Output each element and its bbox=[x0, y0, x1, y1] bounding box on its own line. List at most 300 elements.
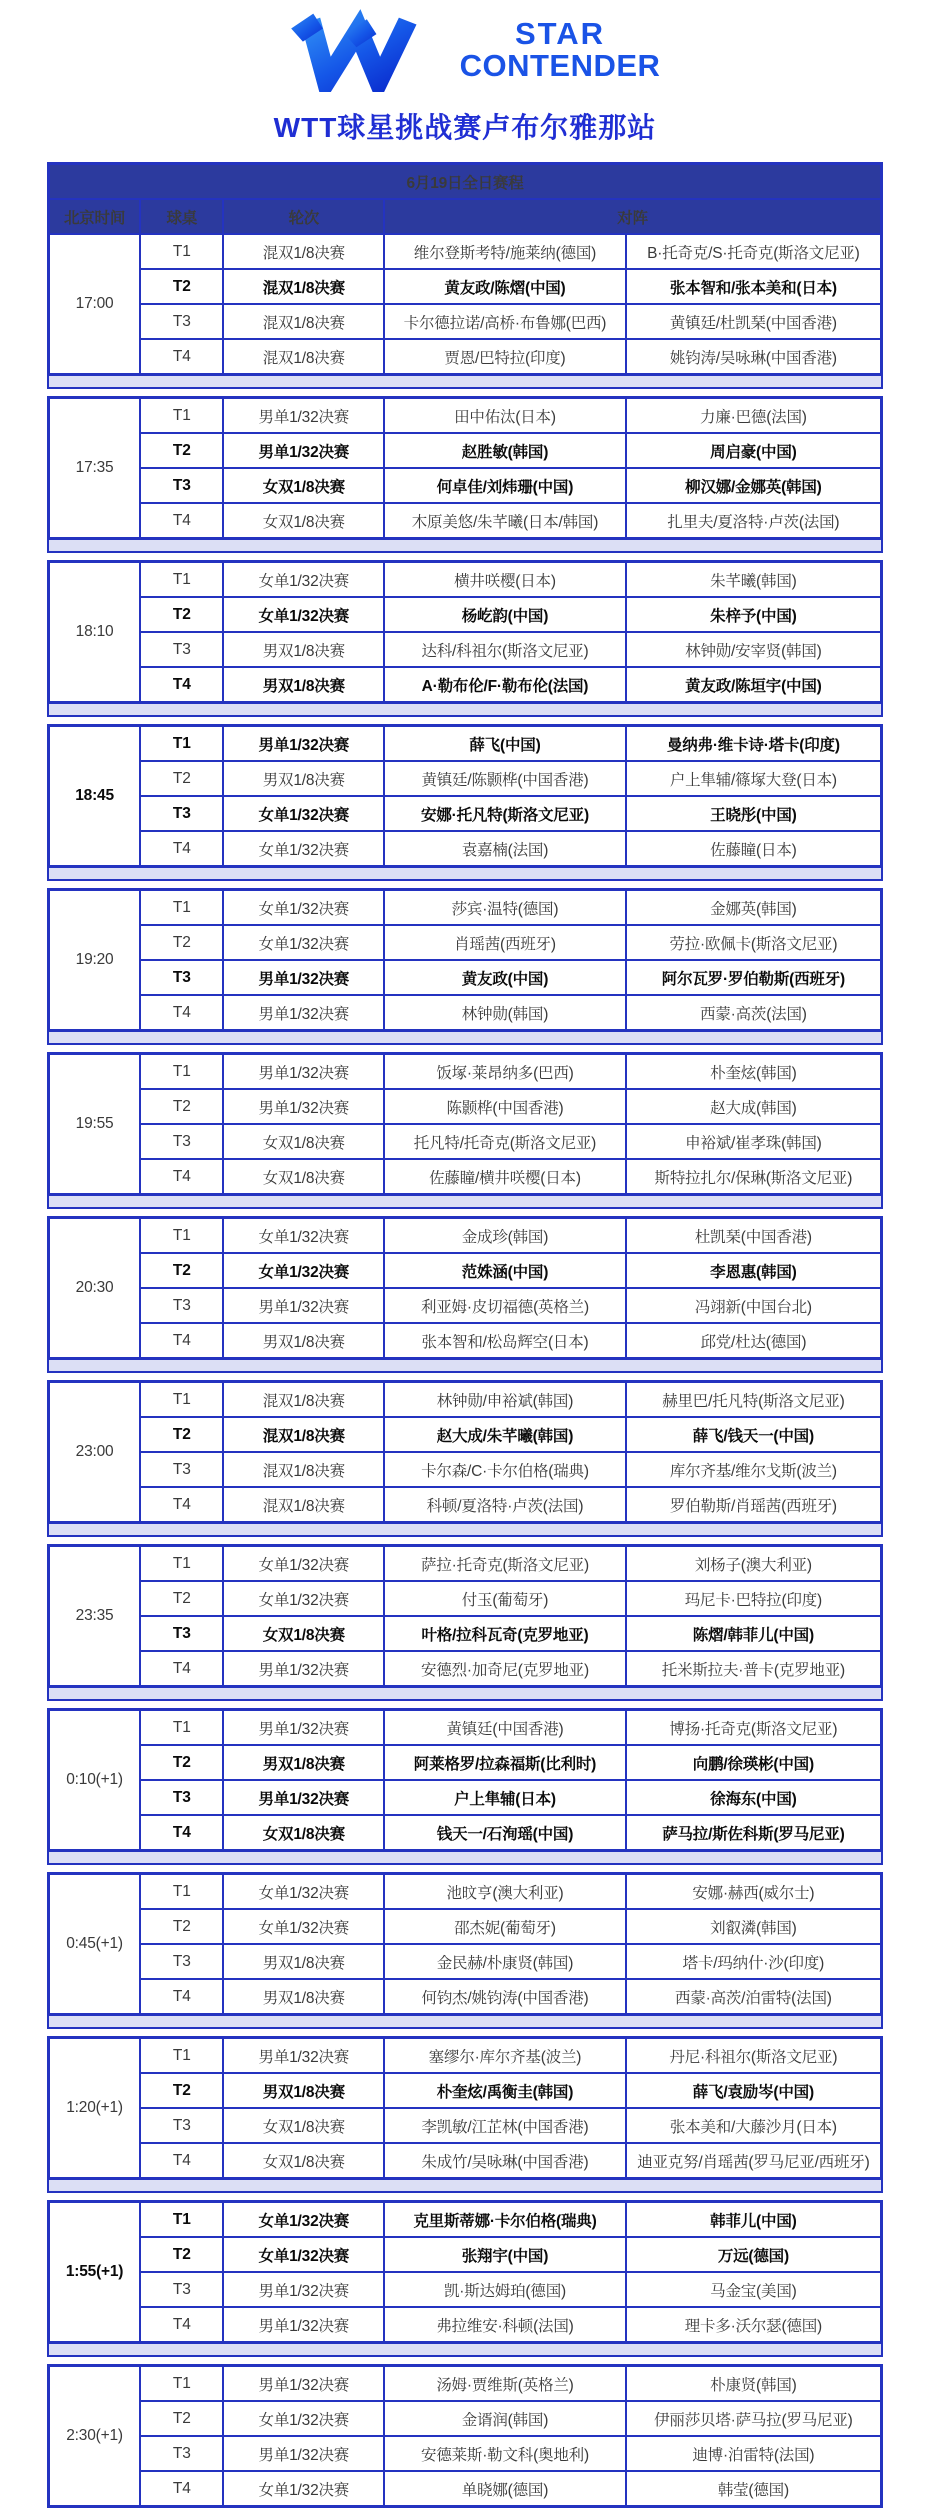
table-cell: T1 bbox=[140, 890, 223, 926]
schedule bbox=[47, 162, 883, 2508]
player2-cell: 劳拉·欧佩卡(斯洛文尼亚) bbox=[626, 925, 882, 960]
time-cell: 0:10(+1) bbox=[49, 1710, 141, 1851]
column-header-row bbox=[49, 199, 882, 234]
round-cell: 女单1/32决赛 bbox=[223, 562, 384, 598]
table-cell: T2 bbox=[140, 1089, 223, 1124]
round-cell: 女双1/8决赛 bbox=[223, 1815, 384, 1851]
block-separator bbox=[47, 540, 883, 553]
table-cell: T1 bbox=[140, 1218, 223, 1254]
player1-cell: 付玉(葡萄牙) bbox=[384, 1581, 626, 1616]
table-cell: T1 bbox=[140, 1382, 223, 1418]
time-cell: 0:45(+1) bbox=[49, 1874, 141, 2015]
player2-cell: 周启豪(中国) bbox=[626, 433, 882, 468]
player2-cell: 玛尼卡·巴特拉(印度) bbox=[626, 1581, 882, 1616]
round-cell: 男双1/8决赛 bbox=[223, 1323, 384, 1359]
block-separator bbox=[47, 1032, 883, 1045]
round-cell: 女双1/8决赛 bbox=[223, 468, 384, 503]
player2-cell: 力廉·巴德(法国) bbox=[626, 398, 882, 434]
player2-cell: B·托奇克/S·托奇克(斯洛文尼亚) bbox=[626, 234, 882, 269]
round-cell: 男双1/8决赛 bbox=[223, 1745, 384, 1780]
player2-cell: 杜凯琹(中国香港) bbox=[626, 1218, 882, 1254]
table-cell: T3 bbox=[140, 1124, 223, 1159]
player2-cell: 姚钧涛/吴咏琳(中国香港) bbox=[626, 339, 882, 375]
player2-cell: 王晓彤(中国) bbox=[626, 796, 882, 831]
table-cell: T3 bbox=[140, 2436, 223, 2471]
player2-cell: 陈熠/韩菲儿(中国) bbox=[626, 1616, 882, 1651]
table-cell: T4 bbox=[140, 2143, 223, 2179]
round-cell: 女单1/32决赛 bbox=[223, 2202, 384, 2238]
table-cell: T2 bbox=[140, 761, 223, 796]
player1-cell: 田中佑汰(日本) bbox=[384, 398, 626, 434]
player1-cell: 单晓娜(德国) bbox=[384, 2471, 626, 2507]
match-row bbox=[49, 2436, 882, 2471]
time-cell: 20:30 bbox=[49, 1218, 141, 1359]
match-row bbox=[49, 1944, 882, 1979]
player2-cell: 马金宝(美国) bbox=[626, 2272, 882, 2307]
schedule-block bbox=[47, 560, 883, 704]
table-cell: T3 bbox=[140, 632, 223, 667]
match-row bbox=[49, 2471, 882, 2507]
player1-cell: A·勒布伦/F·勒布伦(法国) bbox=[384, 667, 626, 703]
player1-cell: 凯·斯达姆珀(德国) bbox=[384, 2272, 626, 2307]
player2-cell: 林钟勋/安宰贤(韩国) bbox=[626, 632, 882, 667]
match-row bbox=[49, 597, 882, 632]
player2-cell: 柳汉娜/金娜英(韩国) bbox=[626, 468, 882, 503]
player1-cell: 汤姆·贾维斯(英格兰) bbox=[384, 2366, 626, 2402]
player1-cell: 张本智和/松岛辉空(日本) bbox=[384, 1323, 626, 1359]
player1-cell: 袁嘉楠(法国) bbox=[384, 831, 626, 867]
player1-cell: 安娜·托凡特(斯洛文尼亚) bbox=[384, 796, 626, 831]
match-row bbox=[49, 1382, 882, 1418]
player1-cell: 朴奎炫/禹衡圭(韩国) bbox=[384, 2073, 626, 2108]
round-cell: 混双1/8决赛 bbox=[223, 339, 384, 375]
player2-cell: 理卡多·沃尔瑟(德国) bbox=[626, 2307, 882, 2343]
player2-cell: 西蒙·高茨/泊雷特(法国) bbox=[626, 1979, 882, 2015]
table-cell: T4 bbox=[140, 1651, 223, 1687]
logo-star-text: STAR bbox=[514, 16, 606, 52]
round-cell: 男单1/32决赛 bbox=[223, 433, 384, 468]
table-cell: T4 bbox=[140, 995, 223, 1031]
player2-cell: 邱党/杜达(德国) bbox=[626, 1323, 882, 1359]
player1-cell: 林钟勋/申裕斌(韩国) bbox=[384, 1382, 626, 1418]
table-cell: T3 bbox=[140, 1452, 223, 1487]
schedule-block bbox=[47, 1052, 883, 1196]
table-cell: T2 bbox=[140, 2401, 223, 2436]
match-row bbox=[49, 2237, 882, 2272]
player1-cell: 横井咲樱(日本) bbox=[384, 562, 626, 598]
player1-cell: 维尔登斯考特/施莱纳(德国) bbox=[384, 234, 626, 269]
schedule-block bbox=[47, 1544, 883, 1688]
match-row bbox=[49, 1780, 882, 1815]
table-cell: T2 bbox=[140, 2237, 223, 2272]
round-cell: 女单1/32决赛 bbox=[223, 796, 384, 831]
time-cell: 19:20 bbox=[49, 890, 141, 1031]
table-cell: T2 bbox=[140, 1253, 223, 1288]
match-row bbox=[49, 2272, 882, 2307]
block-separator bbox=[47, 1688, 883, 1701]
table-cell: T4 bbox=[140, 2307, 223, 2343]
page-header bbox=[0, 0, 930, 146]
logo-wordmark bbox=[460, 18, 661, 81]
round-cell: 女单1/32决赛 bbox=[223, 2237, 384, 2272]
match-row bbox=[49, 761, 882, 796]
player1-cell: 赵大成/朱芊曦(韩国) bbox=[384, 1417, 626, 1452]
player1-cell: 利亚姆·皮切福德(英格兰) bbox=[384, 1288, 626, 1323]
round-cell: 女单1/32决赛 bbox=[223, 831, 384, 867]
schedule-block bbox=[47, 724, 883, 868]
player1-cell: 张翔宇(中国) bbox=[384, 2237, 626, 2272]
table-cell: T1 bbox=[140, 1710, 223, 1746]
round-cell: 混双1/8决赛 bbox=[223, 269, 384, 304]
player2-cell: 曼纳弗·维卡诗·塔卡(印度) bbox=[626, 726, 882, 762]
table-cell: T1 bbox=[140, 562, 223, 598]
round-cell: 女单1/32决赛 bbox=[223, 597, 384, 632]
table-cell: T4 bbox=[140, 1159, 223, 1195]
player1-cell: 肖瑶茜(西班牙) bbox=[384, 925, 626, 960]
match-row bbox=[49, 1546, 882, 1582]
player2-cell: 向鹏/徐瑛彬(中国) bbox=[626, 1745, 882, 1780]
match-row bbox=[49, 995, 882, 1031]
player1-cell: 陈颢桦(中国香港) bbox=[384, 1089, 626, 1124]
round-cell: 混双1/8决赛 bbox=[223, 1417, 384, 1452]
player1-cell: 达科/科祖尔(斯洛文尼亚) bbox=[384, 632, 626, 667]
round-cell: 男单1/32决赛 bbox=[223, 398, 384, 434]
table-cell: T3 bbox=[140, 1288, 223, 1323]
table-cell: T3 bbox=[140, 2272, 223, 2307]
player2-cell: 罗伯勒斯/肖瑶茜(西班牙) bbox=[626, 1487, 882, 1523]
player1-cell: 李凯敏/江芷林(中国香港) bbox=[384, 2108, 626, 2143]
player1-cell: 科顿/夏洛特·卢茨(法国) bbox=[384, 1487, 626, 1523]
schedule-block bbox=[47, 1380, 883, 1524]
match-row bbox=[49, 1874, 882, 1910]
match-row bbox=[49, 1124, 882, 1159]
player2-cell: 李恩惠(韩国) bbox=[626, 1253, 882, 1288]
player1-cell: 贾恩/巴特拉(印度) bbox=[384, 339, 626, 375]
table-cell: T1 bbox=[140, 2366, 223, 2402]
table-cell: T3 bbox=[140, 304, 223, 339]
match-row bbox=[49, 1581, 882, 1616]
round-cell: 女单1/32决赛 bbox=[223, 2471, 384, 2507]
match-row bbox=[49, 1417, 882, 1452]
player1-cell: 黄友政/陈熠(中国) bbox=[384, 269, 626, 304]
match-row bbox=[49, 2143, 882, 2179]
match-row bbox=[49, 1054, 882, 1090]
player2-cell: 库尔齐基/维尔戈斯(波兰) bbox=[626, 1452, 882, 1487]
table-cell: T2 bbox=[140, 1909, 223, 1944]
player1-cell: 弗拉维安·科顿(法国) bbox=[384, 2307, 626, 2343]
match-row bbox=[49, 2401, 882, 2436]
player1-cell: 何卓佳/刘炜珊(中国) bbox=[384, 468, 626, 503]
wtt-logo-group bbox=[0, 6, 930, 94]
table-cell: T4 bbox=[140, 831, 223, 867]
table-cell: T2 bbox=[140, 597, 223, 632]
round-cell: 女单1/32决赛 bbox=[223, 890, 384, 926]
match-row bbox=[49, 1159, 882, 1195]
round-cell: 混双1/8决赛 bbox=[223, 234, 384, 269]
match-row bbox=[49, 2307, 882, 2343]
table-cell: T2 bbox=[140, 925, 223, 960]
time-cell: 1:55(+1) bbox=[49, 2202, 141, 2343]
player2-cell: 伊丽莎贝塔·萨马拉(罗马尼亚) bbox=[626, 2401, 882, 2436]
schedule-block bbox=[47, 1872, 883, 2016]
player2-cell: 丹尼·科祖尔(斯洛文尼亚) bbox=[626, 2038, 882, 2074]
player2-cell: 黄友政/陈垣宇(中国) bbox=[626, 667, 882, 703]
table-cell: T4 bbox=[140, 1323, 223, 1359]
table-cell: T4 bbox=[140, 339, 223, 375]
time-cell: 23:35 bbox=[49, 1546, 141, 1687]
player2-cell: 西蒙·高茨(法国) bbox=[626, 995, 882, 1031]
player2-cell: 冯翊新(中国台北) bbox=[626, 1288, 882, 1323]
match-row bbox=[49, 667, 882, 703]
player2-cell: 博扬·托奇克(斯洛文尼亚) bbox=[626, 1710, 882, 1746]
table-cell: T3 bbox=[140, 2108, 223, 2143]
player2-cell: 朱芊曦(韩国) bbox=[626, 562, 882, 598]
block-separator bbox=[47, 1524, 883, 1537]
table-cell: T1 bbox=[140, 398, 223, 434]
player1-cell: 黄友政(中国) bbox=[384, 960, 626, 995]
time-cell: 2:30(+1) bbox=[49, 2366, 141, 2507]
match-row bbox=[49, 1089, 882, 1124]
schedule-block bbox=[47, 2200, 883, 2344]
player2-cell: 斯特拉扎尔/保琳(斯洛文尼亚) bbox=[626, 1159, 882, 1195]
round-cell: 混双1/8决赛 bbox=[223, 1452, 384, 1487]
schedule-block bbox=[47, 888, 883, 1032]
column-header-table: 球桌 bbox=[140, 199, 223, 234]
player1-cell: 托凡特/托奇克(斯洛文尼亚) bbox=[384, 1124, 626, 1159]
round-cell: 女单1/32决赛 bbox=[223, 1218, 384, 1254]
player2-cell: 迪亚克努/肖瑶茜(罗马尼亚/西班牙) bbox=[626, 2143, 882, 2179]
schedule-block bbox=[47, 1216, 883, 1360]
block-separator bbox=[47, 1360, 883, 1373]
match-row bbox=[49, 234, 882, 269]
player1-cell: 克里斯蒂娜·卡尔伯格(瑞典) bbox=[384, 2202, 626, 2238]
round-cell: 女单1/32决赛 bbox=[223, 2401, 384, 2436]
page-title: WTT球星挑战赛卢布尔雅那站 bbox=[273, 112, 657, 143]
player2-cell: 扎里夫/夏洛特·卢茨(法国) bbox=[626, 503, 882, 539]
round-cell: 女单1/32决赛 bbox=[223, 1909, 384, 1944]
player2-cell: 韩菲儿(中国) bbox=[626, 2202, 882, 2238]
player1-cell: 林钟勋(韩国) bbox=[384, 995, 626, 1031]
player2-cell: 塔卡/玛纳什·沙(印度) bbox=[626, 1944, 882, 1979]
time-cell: 18:45 bbox=[49, 726, 141, 867]
match-row bbox=[49, 269, 882, 304]
time-cell: 19:55 bbox=[49, 1054, 141, 1195]
block-separator bbox=[47, 376, 883, 389]
table-cell: T4 bbox=[140, 1487, 223, 1523]
schedule-block bbox=[47, 2036, 883, 2180]
round-cell: 男单1/32决赛 bbox=[223, 2272, 384, 2307]
table-cell: T3 bbox=[140, 468, 223, 503]
logo-contender-text: CONTENDER bbox=[459, 48, 661, 83]
table-cell: T4 bbox=[140, 503, 223, 539]
player1-cell: 佐藤瞳/横井咲樱(日本) bbox=[384, 1159, 626, 1195]
match-row bbox=[49, 2038, 882, 2074]
match-row bbox=[49, 1323, 882, 1359]
player2-cell: 托米斯拉夫·普卡(克罗地亚) bbox=[626, 1651, 882, 1687]
block-separator bbox=[47, 1852, 883, 1865]
player1-cell: 安德烈·加奇尼(克罗地亚) bbox=[384, 1651, 626, 1687]
player2-cell: 佐藤瞳(日本) bbox=[626, 831, 882, 867]
match-row bbox=[49, 1909, 882, 1944]
column-header-time: 北京时间 bbox=[49, 199, 141, 234]
player1-cell: 赵胜敏(韩国) bbox=[384, 433, 626, 468]
player2-cell: 刘杨子(澳大利亚) bbox=[626, 1546, 882, 1582]
table-cell: T4 bbox=[140, 1815, 223, 1851]
match-row bbox=[49, 1815, 882, 1851]
table-cell: T3 bbox=[140, 1944, 223, 1979]
round-cell: 男双1/8决赛 bbox=[223, 2073, 384, 2108]
match-row bbox=[49, 1979, 882, 2015]
player1-cell: 萨拉·托奇克(斯洛文尼亚) bbox=[384, 1546, 626, 1582]
match-row bbox=[49, 960, 882, 995]
match-row bbox=[49, 2202, 882, 2238]
schedule-block bbox=[47, 162, 883, 376]
round-cell: 男单1/32决赛 bbox=[223, 1054, 384, 1090]
round-cell: 男单1/32决赛 bbox=[223, 2038, 384, 2074]
table-cell: T1 bbox=[140, 1054, 223, 1090]
table-cell: T2 bbox=[140, 1417, 223, 1452]
match-row bbox=[49, 1651, 882, 1687]
player1-cell: 何钧杰/姚钧涛(中国香港) bbox=[384, 1979, 626, 2015]
player2-cell: 户上隼辅/篠塚大登(日本) bbox=[626, 761, 882, 796]
match-row bbox=[49, 562, 882, 598]
player2-cell: 刘叡潾(韩国) bbox=[626, 1909, 882, 1944]
block-separator bbox=[47, 2344, 883, 2357]
round-cell: 女双1/8决赛 bbox=[223, 1124, 384, 1159]
round-cell: 女双1/8决赛 bbox=[223, 2108, 384, 2143]
table-cell: T3 bbox=[140, 1780, 223, 1815]
table-cell: T3 bbox=[140, 1616, 223, 1651]
player2-cell: 张本智和/张本美和(日本) bbox=[626, 269, 882, 304]
time-cell: 18:10 bbox=[49, 562, 141, 703]
round-cell: 男单1/32决赛 bbox=[223, 960, 384, 995]
wtt-w-logo-icon bbox=[270, 8, 438, 92]
table-cell: T4 bbox=[140, 1979, 223, 2015]
table-title: 6月19日全日赛程 bbox=[49, 164, 882, 200]
match-row bbox=[49, 433, 882, 468]
block-separator bbox=[47, 1196, 883, 1209]
match-row bbox=[49, 1710, 882, 1746]
player1-cell: 阿莱格罗/拉森福斯(比利时) bbox=[384, 1745, 626, 1780]
column-header-match: 对阵 bbox=[384, 199, 881, 234]
table-cell: T4 bbox=[140, 667, 223, 703]
table-cell: T1 bbox=[140, 1874, 223, 1910]
player1-cell: 卡尔德拉诺/高桥·布鲁娜(巴西) bbox=[384, 304, 626, 339]
table-cell: T2 bbox=[140, 433, 223, 468]
player1-cell: 范姝涵(中国) bbox=[384, 1253, 626, 1288]
player1-cell: 邵杰妮(葡萄牙) bbox=[384, 1909, 626, 1944]
table-cell: T3 bbox=[140, 960, 223, 995]
player2-cell: 安娜·赫西(威尔士) bbox=[626, 1874, 882, 1910]
match-row bbox=[49, 503, 882, 539]
player1-cell: 杨屹韵(中国) bbox=[384, 597, 626, 632]
match-row bbox=[49, 1745, 882, 1780]
player2-cell: 阿尔瓦罗·罗伯勒斯(西班牙) bbox=[626, 960, 882, 995]
player1-cell: 莎宾·温特(德国) bbox=[384, 890, 626, 926]
round-cell: 男单1/32决赛 bbox=[223, 1710, 384, 1746]
round-cell: 男单1/32决赛 bbox=[223, 1089, 384, 1124]
match-row bbox=[49, 2108, 882, 2143]
match-row bbox=[49, 632, 882, 667]
schedule-block bbox=[47, 1708, 883, 1852]
round-cell: 女单1/32决赛 bbox=[223, 1581, 384, 1616]
table-cell: T1 bbox=[140, 1546, 223, 1582]
round-cell: 女双1/8决赛 bbox=[223, 1616, 384, 1651]
round-cell: 女单1/32决赛 bbox=[223, 1546, 384, 1582]
match-row bbox=[49, 796, 882, 831]
player2-cell: 万远(德国) bbox=[626, 2237, 882, 2272]
player1-cell: 池旼亨(澳大利亚) bbox=[384, 1874, 626, 1910]
column-header-round: 轮次 bbox=[223, 199, 384, 234]
player2-cell: 黄镇廷/杜凯琹(中国香港) bbox=[626, 304, 882, 339]
table-title-row bbox=[49, 164, 882, 200]
player2-cell: 张本美和/大藤沙月(日本) bbox=[626, 2108, 882, 2143]
round-cell: 男单1/32决赛 bbox=[223, 995, 384, 1031]
player1-cell: 薛飞(中国) bbox=[384, 726, 626, 762]
player2-cell: 薛飞/袁励岑(中国) bbox=[626, 2073, 882, 2108]
player1-cell: 朱成竹/吴咏琳(中国香港) bbox=[384, 2143, 626, 2179]
player1-cell: 金民赫/朴康贤(韩国) bbox=[384, 1944, 626, 1979]
player1-cell: 塞缪尔·库尔齐基(波兰) bbox=[384, 2038, 626, 2074]
player2-cell: 申裕斌/崔孝珠(韩国) bbox=[626, 1124, 882, 1159]
match-row bbox=[49, 1218, 882, 1254]
player1-cell: 钱天一/石洵瑶(中国) bbox=[384, 1815, 626, 1851]
match-row bbox=[49, 1452, 882, 1487]
match-row bbox=[49, 339, 882, 375]
match-row bbox=[49, 890, 882, 926]
round-cell: 男单1/32决赛 bbox=[223, 2307, 384, 2343]
player2-cell: 朴康贤(韩国) bbox=[626, 2366, 882, 2402]
player1-cell: 黄镇廷(中国香港) bbox=[384, 1710, 626, 1746]
player1-cell: 叶格/拉科瓦奇(克罗地亚) bbox=[384, 1616, 626, 1651]
round-cell: 男单1/32决赛 bbox=[223, 1288, 384, 1323]
player2-cell: 金娜英(韩国) bbox=[626, 890, 882, 926]
table-cell: T1 bbox=[140, 2038, 223, 2074]
player1-cell: 黄镇廷/陈颢桦(中国香港) bbox=[384, 761, 626, 796]
player2-cell: 萨马拉/斯佐科斯(罗马尼亚) bbox=[626, 1815, 882, 1851]
match-row bbox=[49, 726, 882, 762]
match-row bbox=[49, 1487, 882, 1523]
table-cell: T1 bbox=[140, 2202, 223, 2238]
player1-cell: 金成珍(韩国) bbox=[384, 1218, 626, 1254]
table-cell: T4 bbox=[140, 2471, 223, 2507]
round-cell: 女单1/32决赛 bbox=[223, 1253, 384, 1288]
table-cell: T2 bbox=[140, 1581, 223, 1616]
player2-cell: 朴奎炫(韩国) bbox=[626, 1054, 882, 1090]
round-cell: 男双1/8决赛 bbox=[223, 1944, 384, 1979]
round-cell: 男双1/8决赛 bbox=[223, 667, 384, 703]
match-row bbox=[49, 468, 882, 503]
table-cell: T1 bbox=[140, 234, 223, 269]
player2-cell: 朱梓予(中国) bbox=[626, 597, 882, 632]
round-cell: 混双1/8决赛 bbox=[223, 1382, 384, 1418]
player1-cell: 木原美悠/朱芊曦(日本/韩国) bbox=[384, 503, 626, 539]
table-cell: T2 bbox=[140, 269, 223, 304]
round-cell: 男单1/32决赛 bbox=[223, 726, 384, 762]
block-separator bbox=[47, 2016, 883, 2029]
player2-cell: 迪博·泊雷特(法国) bbox=[626, 2436, 882, 2471]
time-cell: 1:20(+1) bbox=[49, 2038, 141, 2179]
block-separator bbox=[47, 2180, 883, 2193]
schedule-block bbox=[47, 396, 883, 540]
table-cell: T3 bbox=[140, 796, 223, 831]
round-cell: 女双1/8决赛 bbox=[223, 503, 384, 539]
round-cell: 女单1/32决赛 bbox=[223, 925, 384, 960]
match-row bbox=[49, 1288, 882, 1323]
player1-cell: 金谞润(韩国) bbox=[384, 2401, 626, 2436]
round-cell: 男单1/32决赛 bbox=[223, 2436, 384, 2471]
block-separator bbox=[47, 868, 883, 881]
